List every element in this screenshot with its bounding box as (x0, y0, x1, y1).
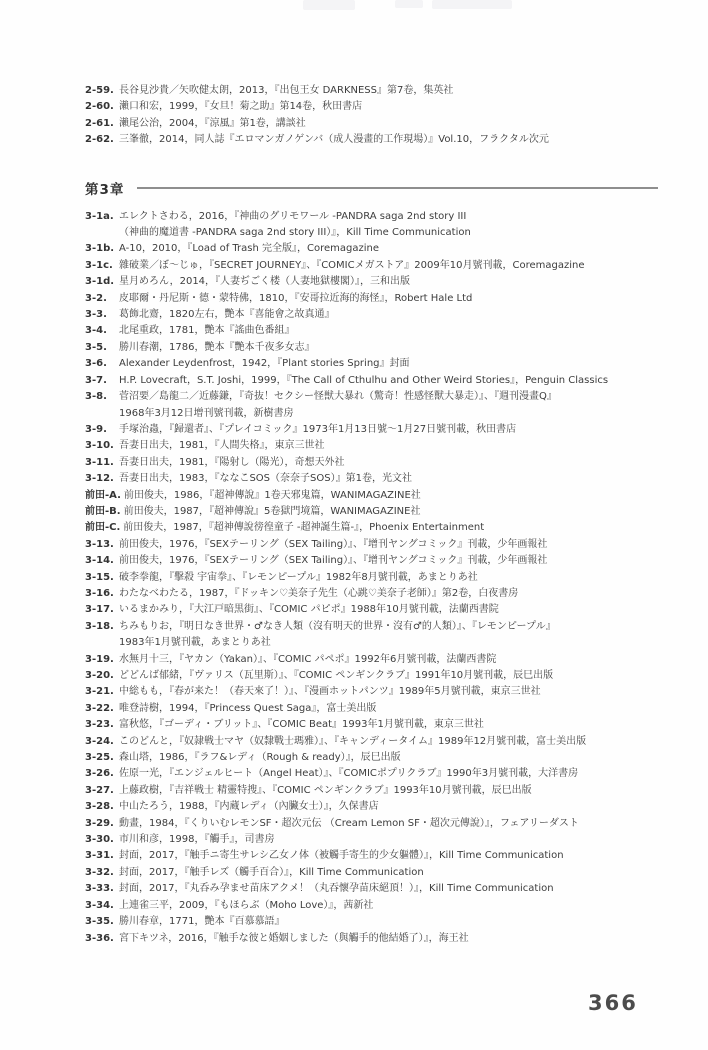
entry-label: 2-59. (85, 85, 114, 96)
entry-label: 前田-A. (85, 489, 121, 501)
reference-entry (85, 799, 660, 815)
entry-text (124, 504, 660, 520)
reference-entry (85, 340, 660, 356)
entry-label: 3-14. (85, 555, 114, 567)
entry-text (119, 438, 660, 454)
entry-line: 前田俊夫，1976，『SEXテーリング（SEX Tailing）』、『增刊ヤングコミック』刊載，少年画報社 (119, 555, 548, 567)
reference-entry (85, 684, 660, 700)
entry-line: 上連雀三平，2009，『もほらぶ（Moho Love）』，茜新社 (119, 899, 374, 911)
entry-label: 3-29. (85, 817, 114, 829)
entry-label: 3-34. (85, 899, 114, 911)
entry-line: 前田俊夫，1986，『超神傳說』1卷天邪鬼篇，WANIMAGAZINE社 (123, 489, 421, 501)
entry-label: 3-11. (85, 456, 114, 468)
scan-artifact (395, 0, 423, 8)
reference-entry (85, 389, 660, 422)
entry-text (119, 783, 660, 799)
reference-entry (85, 701, 660, 717)
entry-line: 北尾重政，1781，艷本『謠曲色番組』 (119, 325, 295, 337)
entry-label: 3-6. (85, 358, 107, 370)
chapter2-reference-list (85, 83, 660, 149)
reference-entry (85, 881, 660, 897)
entry-text (119, 619, 660, 652)
entry-label: 3-22. (85, 702, 114, 714)
section-heading-row (85, 178, 660, 198)
chapter3-reference-list (85, 209, 660, 947)
reference-entry (85, 570, 660, 586)
reference-entry (85, 258, 660, 274)
entry-line: 星月めろん，2014，『人妻ぢごく楼（人妻地獄樓閣）』，三和出版 (119, 276, 411, 288)
entry-label: 3-7. (85, 374, 107, 386)
entry-line: 吾妻日出夫，1981，『陽射し（陽光），奇想天外社 (119, 456, 345, 468)
entry-text (119, 389, 660, 422)
entry-label: 3-27. (85, 784, 114, 796)
entry-line: 手塚治蟲，『歸還者』、『プレイコミック』1973年1月13日號〜1月27日號刊載，秋田書店 (119, 423, 517, 435)
entry-line: 動畫，1984，『くりいむレモンSF・超次元伝 （Cream Lemon SF・超次元傳說）』，フェアリーダスト (119, 817, 579, 829)
entry-line: 1968年3月12日增刊號刊載，新樹書房 (119, 407, 294, 419)
entry-text (119, 668, 660, 684)
entry-line: 三峯徹，2014，同人誌『エロマンガノゲンバ（成人漫畫的工作現場）』Vol.10，フラクタル次元 (119, 134, 549, 146)
entry-label: 3-3. (85, 309, 107, 321)
entry-line: 封面，2017，『丸呑み孕ませ苗床アクメ！（丸吞懷孕苗床絕頂！）』，Kill Time Communication (119, 883, 554, 895)
reference-entry (85, 455, 660, 471)
entry-line: 上藤政樹，『吉祥戦士 精靈特搜』、『COMIC ペンギンクラブ』1993年10月號刊載，辰巳出版 (119, 784, 532, 796)
reference-entry (85, 537, 660, 553)
entry-text (119, 799, 660, 815)
reference-entry (85, 291, 660, 307)
reference-entry (85, 848, 660, 864)
reference-entry (85, 586, 660, 602)
reference-entry (85, 132, 660, 148)
reference-entry (85, 931, 660, 947)
entry-text (119, 914, 660, 930)
entry-label: 2-60. (85, 101, 114, 113)
reference-entry (85, 832, 660, 848)
reference-entry (85, 241, 660, 257)
entry-label: 3-13. (85, 538, 114, 550)
entry-text (119, 455, 660, 471)
entry-label: 3-12. (85, 473, 114, 485)
entry-line: 勝川春章，1771，艷本『百慕慕語』 (119, 916, 285, 928)
entry-line: 勝川春潮，1786，艷本『艷本千夜多女志』 (119, 341, 315, 353)
reference-entry (85, 602, 660, 618)
entry-text (124, 488, 660, 504)
reference-entry (85, 209, 660, 242)
entry-label: 3-4. (85, 325, 107, 337)
entry-line: 菅沼要／島龍二／近藤鎌，『奇抜！セクシー怪獣大暴れ（驚奇！性感怪獸大暴走）』、『週刊漫畫Q』 (119, 391, 557, 403)
entry-label: 2-62. (85, 134, 114, 146)
entry-text (123, 520, 660, 536)
entry-label: 3-20. (85, 670, 114, 681)
entry-line: 吾妻日出夫，1981，『人間失格』，東京三世社 (119, 440, 325, 452)
entry-text (119, 684, 660, 700)
entry-line: ちみもりお，『明日なき世界・♂なき人類（沒有明天的世界・沒有♂的人類）』、『レモンピープル』 (119, 620, 556, 632)
entry-line: Alexander Leydenfrost，1942，『Plant stories Spring』封面 (119, 358, 410, 370)
entry-text (119, 340, 660, 356)
reference-entry (85, 619, 660, 652)
entry-line: 瀨口和宏，1999，『女旦！菊之助』第14卷，秋田書店 (119, 101, 363, 113)
entry-label: 3-35. (85, 916, 114, 928)
entry-line: 皮耶爾・丹尼斯・德・蒙特佛，1810，『安哥拉近海的海怪』，Robert Hale Ltd (119, 292, 473, 304)
heading-rule (137, 187, 658, 189)
entry-label: 3-5. (85, 341, 107, 353)
scan-artifact (303, 0, 355, 10)
entry-label: 3-32. (85, 866, 114, 878)
entry-text (119, 373, 660, 389)
section-heading: 第3章 (85, 181, 125, 198)
entry-label: 3-23. (85, 719, 114, 731)
reference-entry (85, 83, 660, 99)
entry-text (119, 274, 660, 290)
reference-entry (85, 914, 660, 930)
entry-text (119, 471, 660, 487)
entry-line: 瀨尾公治，2004，『涼風』第1卷，講談社 (119, 117, 306, 129)
entry-text (119, 291, 660, 307)
entry-label: 3-17. (85, 604, 114, 616)
reference-entry (85, 373, 660, 389)
entry-line: 富秋悠，『ゴーディ・ブリット』、『COMIC Beat』1993年1月號刊載，東京三世社 (119, 719, 484, 731)
entry-label: 前田-B. (85, 505, 121, 517)
entry-line: 封面，2017，『触手ニ寄生サレシ乙女ノ体（被觸手寄生的少女軀體）』，Kill Time Communication (119, 850, 564, 862)
entry-line: 市川和彦，1998，『觸手』，司書房 (119, 834, 275, 846)
entry-label: 3-9. (85, 423, 107, 435)
reference-entry (85, 504, 660, 520)
entry-text (119, 931, 660, 947)
entry-text (119, 898, 660, 914)
entry-label: 3-28. (85, 801, 114, 813)
reference-entry (85, 865, 660, 881)
entry-line: 長谷見沙貴／矢吹健太朗，2013，『出包王女 DARKNESS』第7卷，集英社 (119, 85, 454, 96)
reference-entry (85, 356, 660, 372)
entry-line: H.P. Lovecraft，S.T. Joshi，1999，『The Call of Cthulhu and Other Weird Stories』，Penguin Classics (119, 374, 609, 386)
entry-text (119, 701, 660, 717)
entry-line: 封面，2017，『触手レズ（觸手百合）』，Kill Time Communication (119, 866, 424, 878)
entry-text (119, 553, 660, 569)
entry-line: エレクトさわる，2016，『神曲のグリモワール -PANDRA saga 2nd story III (119, 210, 467, 222)
entry-line: 前田俊夫，1976，『SEXテーリング（SEX Tailing）』、『增刊ヤングコミック』刊載，少年画報社 (119, 538, 548, 550)
entry-text (119, 323, 660, 339)
entry-label: 3-18. (85, 620, 114, 632)
reference-entry (85, 668, 660, 684)
reference-entry (85, 274, 660, 290)
entry-text (119, 586, 660, 602)
entry-line: いるまかみり，『大江戸暗黒街』、『COMIC パピポ』1988年10月號刊載，法蘭西書院 (119, 604, 499, 616)
entry-line: 中総もも，『春が来た！（春天來了！）』、『漫画ホットパンツ』1989年5月號刊載，東京三世社 (119, 686, 541, 698)
entry-label: 3-1d. (85, 276, 115, 288)
entry-line: 前田俊夫，1987，『超神傳說徬徨童子 -超神誕生篇-』，Phoenix Entertainment (123, 522, 485, 534)
reference-entry (85, 520, 660, 536)
entry-label: 3-19. (85, 653, 114, 665)
entry-line: 1983年1月號刊載，あまとりあ社 (119, 637, 271, 649)
entry-line: 佐原一光，『エンジェルヒート（Angel Heat）』、『COMICポプリクラブ』1990年3月號刊載，大洋書房 (119, 768, 579, 780)
entry-line: 雜破業／ぼ〜じゅ，『SECRET JOURNEY』、『COMICメガストア』2009年10月號刊載，Coremagazine (119, 259, 585, 271)
entry-line: 森山塔，1986，『ラフ&レディ（Rough & ready）』，辰巳出版 (119, 752, 401, 764)
entry-label: 3-1a. (85, 210, 114, 222)
entry-line: このどんと，『奴隷戦士マヤ（奴隸戰士瑪雅）』、『キャンディータイム』1989年12月號刊載，富士美出版 (119, 735, 587, 747)
entry-text (119, 750, 660, 766)
reference-entry (85, 652, 660, 668)
entry-text (119, 652, 660, 668)
entry-text (119, 602, 660, 618)
reference-entry (85, 898, 660, 914)
entry-text (119, 848, 660, 864)
reference-entry (85, 438, 660, 454)
entry-line: 水無月十三，『ヤカン（Yakan）』、『COMIC パペポ』1992年6月號刊載，法蘭西書院 (119, 653, 497, 665)
entry-text (119, 116, 660, 132)
reference-entry (85, 553, 660, 569)
entry-label: 3-31. (85, 850, 114, 862)
entry-text (119, 258, 660, 274)
entry-text (119, 241, 660, 257)
entry-label: 3-30. (85, 834, 114, 846)
reference-entry (85, 816, 660, 832)
entry-line: わたなべわたる，1987，『ドッキン♡美奈子先生（心跳♡美奈子老師）』第2卷，白夜書房 (119, 587, 519, 599)
reference-entry (85, 323, 660, 339)
reference-entry (85, 766, 660, 782)
entry-label: 前田-C. (85, 522, 121, 534)
entry-text (119, 865, 660, 881)
entry-label: 3-8. (85, 391, 107, 403)
reference-entry (85, 116, 660, 132)
entry-text (119, 307, 660, 323)
reference-entry (85, 99, 660, 115)
entry-label: 3-25. (85, 752, 114, 764)
entry-line: A-10，2010，『Load of Trash 完全版』，Coremagazine (119, 243, 379, 255)
entry-label: 3-16. (85, 587, 114, 599)
entry-text (119, 766, 660, 782)
entry-text (119, 356, 660, 372)
entry-text (119, 832, 660, 848)
entry-label: 2-61. (85, 117, 114, 129)
entry-text (119, 881, 660, 897)
entry-text (119, 734, 660, 750)
reference-entry (85, 783, 660, 799)
entry-line: （神曲的魔道書 -PANDRA saga 2nd story III）』，Kill Time Communication (119, 227, 471, 239)
entry-line: 唯登詩樹，1994，『Princess Quest Saga』，富士美出版 (119, 702, 377, 714)
entry-line: 破李拳龍，『擊殺 宇宙拳』、『レモンピープル』1982年8月號刊載，あまとりあ社 (119, 571, 478, 583)
entry-label: 3-21. (85, 686, 114, 698)
entry-text (119, 717, 660, 733)
reference-entry (85, 471, 660, 487)
entry-label: 3-1b. (85, 243, 115, 255)
bibliography-page (85, 83, 660, 947)
reference-entry (85, 717, 660, 733)
reference-entry (85, 488, 660, 504)
entry-label: 3-36. (85, 932, 114, 944)
entry-text (119, 816, 660, 832)
entry-label: 3-33. (85, 883, 114, 895)
entry-text (119, 83, 660, 99)
entry-line: どどんば郁緒，『ヴァリス（瓦里斯）』、『COMIC ペンギンクラブ』1991年10月號刊載，辰巳出版 (119, 670, 554, 681)
reference-entry (85, 734, 660, 750)
scan-artifact (432, 0, 512, 9)
entry-text (119, 132, 660, 148)
reference-entry (85, 422, 660, 438)
entry-text (119, 537, 660, 553)
entry-line: 吾妻日出夫，1983，『ななこSOS（奈奈子SOS）』第1卷，光文社 (119, 473, 412, 485)
entry-line: 宮下キツネ，2016，『触手な彼と婚姻しました（與觸手的他結婚了）』，海王社 (119, 932, 469, 944)
entry-text (119, 422, 660, 438)
entry-line: 前田俊夫，1987，『超神傳說』5卷獄門境篇，WANIMAGAZINE社 (123, 505, 421, 517)
entry-line: 葛飾北齋，1820左右，艷本『喜能會之故真通』 (119, 309, 335, 321)
entry-label: 3-15. (85, 571, 114, 583)
entry-label: 3-26. (85, 768, 114, 780)
entry-label: 3-24. (85, 735, 114, 747)
entry-label: 3-10. (85, 440, 114, 452)
entry-text (119, 570, 660, 586)
entry-text (119, 99, 660, 115)
entry-text (119, 209, 660, 242)
entry-label: 3-1c. (85, 259, 113, 271)
reference-entry (85, 750, 660, 766)
page-number: 366 (588, 991, 638, 1015)
entry-line: 中山たろう，1988，『内蔵レディ（內臟女士）』，久保書店 (119, 801, 379, 813)
reference-entry (85, 307, 660, 323)
entry-label: 3-2. (85, 292, 107, 304)
